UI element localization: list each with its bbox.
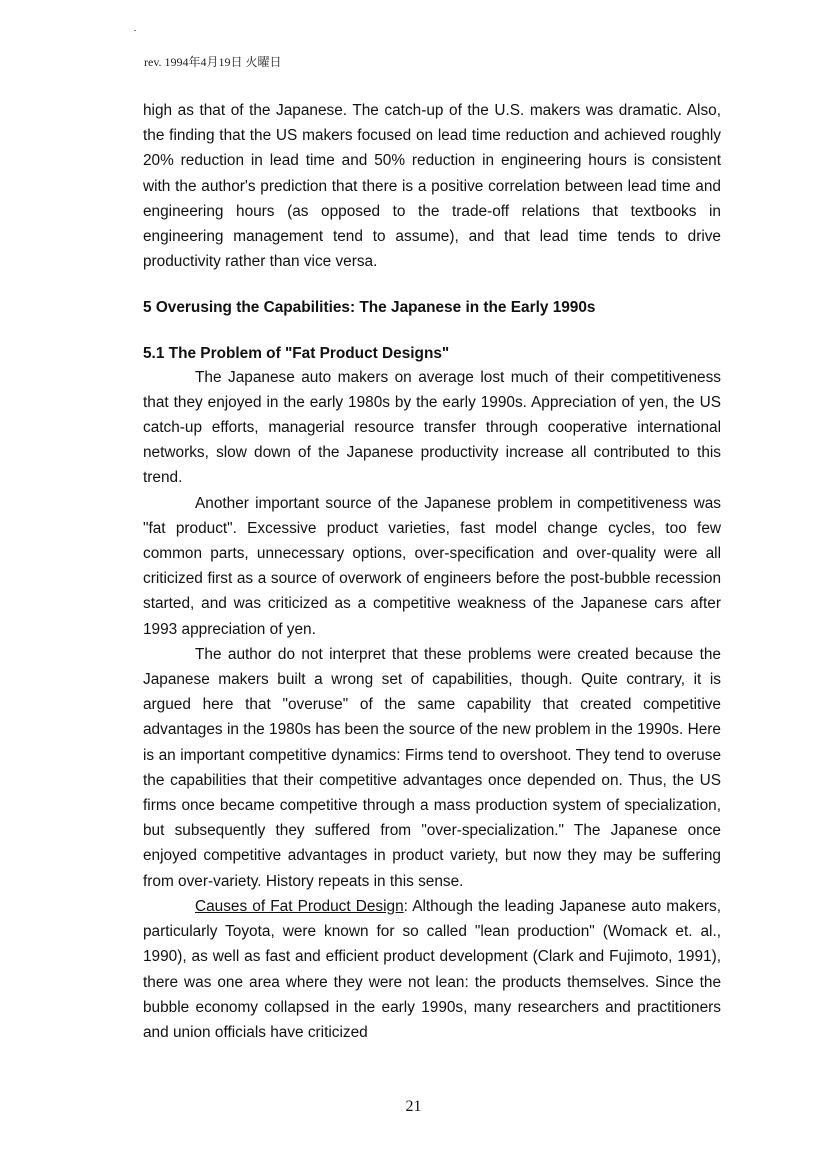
- section-heading: 5 Overusing the Capabilities: The Japanese in the Early 1990s: [143, 299, 596, 317]
- causes-run-in-heading: Causes of Fat Product Design: [195, 897, 404, 915]
- paragraph-fat-product: Another important source of the Japanese problem in competitiveness was "fat product". Excessive product varieties, fast model change cycles, too few common parts, unnecessary options, over-specification and over-quality were all criticized first as a source of overwork of engineers before the post-bubble recession started, and was criticized as a competitive weakness of the Japanese cars after 1993 appreciation of yen.: [143, 494, 721, 638]
- subsection-heading: 5.1 The Problem of "Fat Product Designs": [143, 344, 450, 362]
- page-number: 21: [405, 1098, 422, 1115]
- paragraph-overuse: The author do not interpret that these problems were created because the Japanese makers built a wrong set of capabilities, though. Quite contrary, it is argued here that "overuse" of the same capability that created competitive advantages in the 1980s has been the source of the new problem in the 1990s. Here is an important competitive dynamics: Firms tend to overshoot. They tend to overuse the capabilities that their competitive advantages once depended on. Thus, the US firms once became competitive through a mass production system of specialization, but subsequently they suffered from "over-specialization." The Japanese once enjoyed competitive advantages in product variety, but now they may be suffering from over-variety. History repeats in this sense.: [143, 645, 721, 890]
- scan-speck: [134, 30, 136, 31]
- causes-text: : Although the leading Japanese auto makers, particularly Toyota, were known for so called "lean production" (Womack et. al., 1990), as well as fast and efficient product development (Clark and Fujimoto, 1991), there was one area where they were not lean: the products themselves. Since the bubble economy collapsed in the early 1990s, many researchers and practitioners and union officials have criticized: [143, 897, 722, 1041]
- paragraph-continuation: high as that of the Japanese. The catch-up of the U.S. makers was dramatic. Also, the finding that the US makers focused on lead time reduction and achieved roughly 20% reduction in lead time and 50% reduction in engineering hours is consistent with the author's prediction that there is a positive correlation between lead time and engineering hours (as opposed to the trade-off relations that textbooks in engineering management tend to assume), and that lead time tends to drive productivity rather than vice versa.: [143, 102, 721, 271]
- revision-header: rev. 1994年4月19日 火曜日: [144, 55, 282, 69]
- paragraph-competitiveness: The Japanese auto makers on average lost much of their competitiveness that they enjoyed in the early 1980s by the early 1990s. Appreciation of yen, the US catch-up efforts, managerial resource transfer through cooperative international networks, slow down of the Japanese productivity increase all contributed to this trend.: [143, 368, 721, 487]
- body-text: [143, 98, 721, 1045]
- paragraph-causes: [143, 894, 721, 1045]
